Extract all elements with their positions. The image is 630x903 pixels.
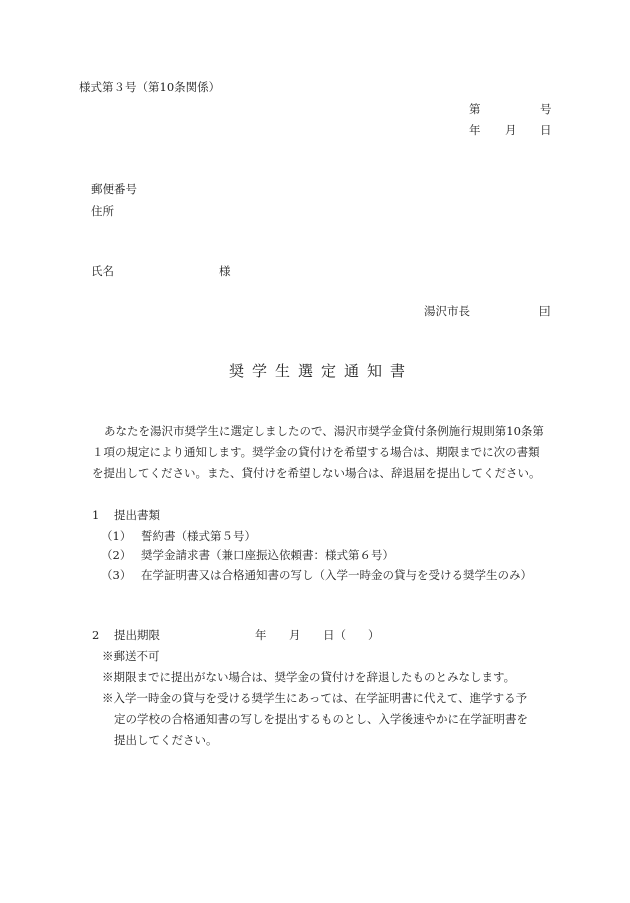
- body-line-1: あなたを湯沢市奨学生に選定しましたので、湯沢市奨学金貸付条例施行規則第10条第: [104, 424, 544, 438]
- note-1: ※郵送不可: [102, 649, 160, 663]
- postal-code-label: 郵便番号: [91, 182, 137, 196]
- deadline-month: 月: [289, 628, 301, 642]
- name-label: 氏名: [91, 264, 114, 278]
- honorific: 様: [219, 264, 231, 278]
- section2-number: 2: [92, 628, 100, 642]
- section1-item-2-text: 奨学金請求書（兼口座振込依頼書：様式第６号）: [141, 548, 394, 562]
- body-line-2: １項の規定により通知します。奨学金の貸付けを希望する場合は、期限までに次の書類: [92, 445, 540, 459]
- note-3: ※入学一時金の貸与を受ける奨学生にあっては、在学証明書に代えて、進学する予: [102, 691, 528, 705]
- section1-item-3-text: 在学証明書又は合格通知書の写し（入学一時金の貸与を受ける奨学生のみ）: [141, 568, 532, 582]
- section1-item-2-num: （2）: [101, 548, 132, 562]
- section1-item-1-num: （1）: [101, 529, 132, 543]
- section1-heading: 提出書類: [114, 508, 160, 522]
- deadline-close: ）: [368, 628, 380, 642]
- section1-item-3-num: （3）: [101, 568, 132, 582]
- date-day: 日: [540, 123, 552, 137]
- issuer-title: 湯沢市長: [424, 304, 470, 318]
- deadline-year: 年: [255, 628, 267, 642]
- doc-number-prefix: 第: [469, 102, 481, 116]
- date-month: 月: [505, 123, 517, 137]
- note-2: ※期限までに提出がない場合は、奨学金の貸付けを辞退したものとみなします。: [102, 670, 516, 684]
- form-number: 様式第３号（第10条関係）: [79, 80, 221, 94]
- section1-number: 1: [92, 508, 100, 522]
- doc-number-suffix: 号: [540, 102, 552, 116]
- note-3-cont-1: 定の学校の合格通知書の写しを提出するものとし、入学後速やかに在学証明書を: [114, 712, 528, 726]
- address-label: 住所: [91, 204, 114, 218]
- deadline-day: 日（: [323, 628, 346, 642]
- section1-item-1-text: 誓約書（様式第５号）: [141, 529, 256, 543]
- seal-mark: 囙: [539, 304, 551, 318]
- date-year: 年: [469, 123, 481, 137]
- note-3-cont-2: 提出してください。: [114, 733, 218, 747]
- section2-heading: 提出期限: [114, 628, 160, 642]
- body-line-3: を提出してください。また、貸付けを希望しない場合は、辞退届を提出してください。: [92, 466, 541, 480]
- page-title: 奨学生選定通知書: [229, 362, 414, 380]
